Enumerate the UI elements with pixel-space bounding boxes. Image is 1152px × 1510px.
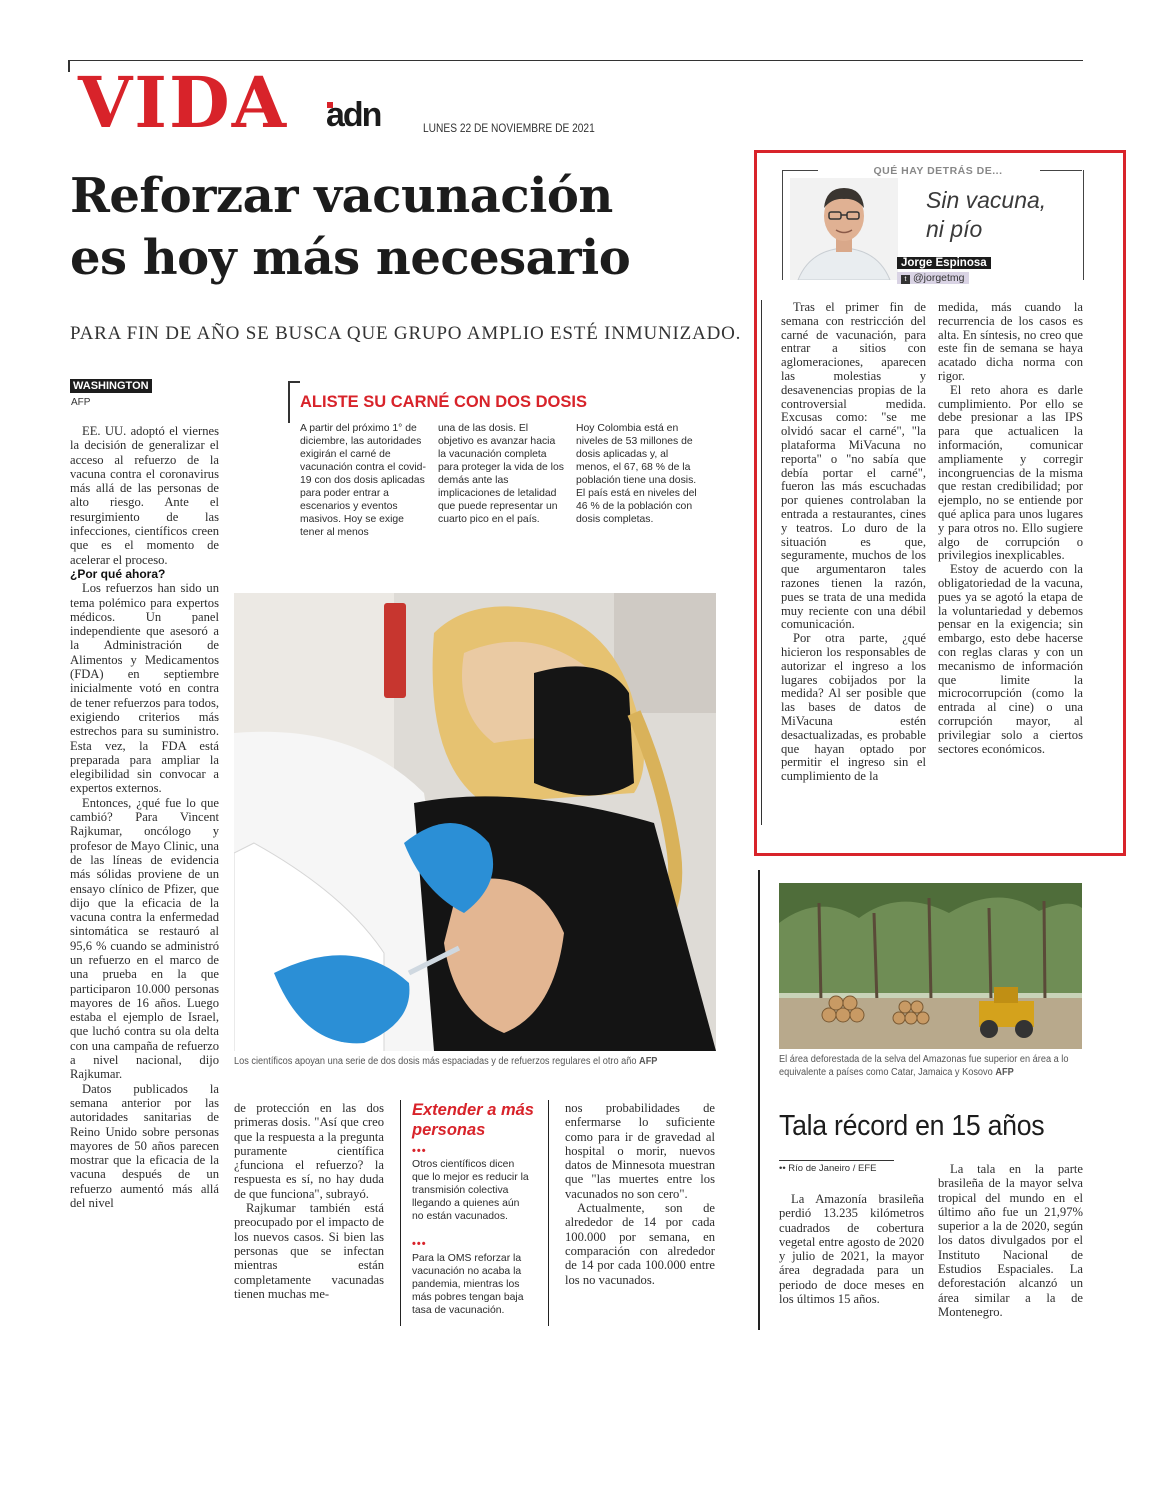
article-paragraph: Actualmente, son de alrededor de 14 por cada 100.000 por semana, en comparación con alrededor de 14 por cada 100.000 entre los no vacunados. — [565, 1201, 715, 1287]
article-paragraph: Datos publicados la semana anterior por las autoridades sanitarias de Reino Unido sobre personas mayores de 50 años parecen mostrar que la eficacia de la vacuna después de un refuerzo aumentó más allá del nivel — [70, 1081, 219, 1211]
brand-logo: adn — [326, 96, 381, 134]
tala-rule — [779, 1160, 894, 1161]
twitter-icon: t — [901, 275, 910, 284]
deforestation-photo — [779, 883, 1082, 1049]
article-column-2 — [234, 1101, 384, 1301]
tala-dateline: •• Río de Janeiro / EFE — [779, 1163, 877, 1174]
tala-photo-caption — [779, 1053, 1073, 1079]
bullet-dots: ••• — [412, 1238, 427, 1250]
sidebar-title: Extender a más personas — [412, 1101, 534, 1139]
opinion-paragraph: Por otra parte, ¿qué hicieron los responsables de autorizar el ingreso a los lugares cobijados por la medida? Al ser posible que las bases de datos de MiVacuna estén desactualizadas, es probable que hayan optado por permitir el ingreso sin el cumplimiento de la — [781, 631, 926, 784]
opinion-rule — [761, 300, 762, 825]
article-paragraph: nos probabilidades de enfermarse lo suficiente como para ir de gravedad al hospital o morir, nuevos datos de Minnesota muestran que "las muertes entre los vacunados no son cero". — [565, 1101, 715, 1201]
tala-caption-credit: AFP — [995, 1067, 1014, 1078]
section-name: VIDA — [78, 61, 289, 144]
subhead: ¿Por qué ahora? — [70, 566, 166, 581]
top-rule-tick — [68, 60, 70, 72]
sidebar-rule — [548, 1100, 549, 1326]
opinion-column-2 — [938, 301, 1083, 756]
tala-paragraph: La tala en la parte brasileña de la mayor selva tropical del mundo en el último año fue un 21,97% superior a la de 2020, según los datos divulgados por el Instituto Nacional de Estudios Espaciales. La deforestación alcanzó un área similar a la de Montenegro. — [938, 1162, 1083, 1319]
sidebar-rule — [400, 1100, 401, 1326]
article-paragraph: de protección en las dos primeras dosis. "Así que creo que la respuesta a la pregunta puramente científica ¿funciona el refuerzo? la respuesta es sí, no hay duda de que funciona", subrayó. — [234, 1101, 384, 1201]
infobox-column-2: una de las dosis. El objetivo es avanzar hacia la vacunación completa para proteger la vida de los demás ante las implicaciones de letalidad que puede representar un cuarto pico en el país. — [438, 423, 564, 525]
tala-caption-text: El área deforestada de la selva del Amazonas fue superior en área a lo equivalente a países como Catar, Jamaica y Kosovo — [779, 1054, 1069, 1078]
tala-column-1 — [779, 1192, 924, 1306]
opinion-column-1 — [781, 301, 926, 784]
author-photo — [790, 178, 898, 280]
author-handle-text: @jorgetmg — [913, 272, 965, 284]
article-column-4 — [565, 1101, 715, 1287]
article-paragraph: Los refuerzos han sido un tema polémico para expertos médicos. Un panel independiente que asesoró a la Administración de Alimentos y Medicamentos (FDA) en septiembre inicialmente votó en contra de tener refuerzos para todos, exigiendo criterios más estrechos para su suministro. Esta vez, la FDA está preparada para ampliar la elegibilidad sin convocar a expertos externos. — [70, 581, 219, 796]
article-paragraph: EE. UU. adoptó el viernes la decisión de generalizar el acceso al refuerzo de la vacuna contra el coronavirus más allá de las personas de alto riesgo. Ante el resurgimiento de las infecciones, científicos creen que es el momento de acelerar el proceso. — [70, 424, 219, 567]
infobox-bracket — [288, 381, 300, 423]
tala-paragraph: La Amazonía brasileña perdió 13.235 kilómetros cuadrados de cobertura vegetal entre agosto de 2020 y julio de 2021, la mayor área degradada para un periodo de doce meses en los últimos 15 años. — [779, 1192, 924, 1307]
article-paragraph: Rajkumar también está preocupado por el impacto de los nuevos casos. Si bien las personas que se infectan mientras están completamente vacunadas tienen muchas me- — [234, 1201, 384, 1301]
author-name: Jorge Espinosa — [897, 257, 991, 269]
opinion-paragraph: Tras el primer fin de semana con restricción del carné de vacunación, para entrar a sitios con aglomeraciones, aparecen las molestias y desavenencias propias de la controversial medida. Excusas como: "se me olvidó sacar el carné", "la plataforma MiVacuna no reporta" o "no sabía que debía portar el carné", fueron las más escuchadas por quienes controlaban la entrada a restaurantes, cines y teatros. Lo duro de la situación es que, seguramente, muchos de los que argumentaron tales razones tienen la razón, pues se trata de una medida muy reciente con una débil comunicación. — [781, 300, 926, 632]
deforestation-illustration — [779, 883, 1082, 1049]
infobox-column-1: A partir del próximo 1° de diciembre, las autoridades exigirán el carné de vacunación contra el covid-19 con dos dosis aplicadas para poder entrar a escenarios y eventos masivos. Hoy se exige tener al menos — [300, 423, 426, 538]
bullet-dots: ••• — [412, 1145, 427, 1157]
opinion-paragraph: El reto ahora es darle cumplimiento. Por ello se debe presionar a las IPS para que actualicen la información, comunicar ampliamente y corregir incongruencias de la misma que restan credibilidad; por ejemplo, no se entiende por qué aplica para unos lugares y para otros no. Ello sugiere algo de corrupción o privilegios inexplicables. — [938, 382, 1083, 563]
author-portrait-illustration — [790, 178, 898, 280]
article-column-1 — [70, 424, 219, 1210]
column-rule — [758, 870, 760, 1330]
photo-caption — [234, 1056, 694, 1067]
opinion-paragraph: Estoy de acuerdo con la obligatoriedad de la vacuna, pues ya se agotó la etapa de la voluntariedad y debemos pensar en la exigencia; sin embargo, esto debe hacerse con reglas claras y con un mecanismo de información que limite la microcorrupción (como la entrada al cine) o una corrupción mayor, al privilegiar solo a ciertos sectores económicos. — [938, 562, 1083, 756]
opinion-title-line-2: ni pío — [926, 216, 983, 242]
vaccination-illustration — [234, 593, 716, 1051]
opinion-title — [926, 186, 1046, 244]
opinion-paragraph: medida, más cuando la recurrencia de los casos es alta. En síntesis, no creo que este fin de semana se haya acatado dicha norma con rigor. — [938, 300, 1083, 383]
headline-line-2: es hoy más necesario — [70, 230, 631, 286]
tala-dateline-text: Río de Janeiro / EFE — [788, 1163, 877, 1174]
tala-column-2 — [938, 1162, 1083, 1319]
agency-credit: AFP — [71, 397, 91, 408]
photo-credit: AFP — [639, 1056, 658, 1067]
vaccination-photo — [234, 593, 716, 1051]
opinion-title-line-1: Sin vacuna, — [926, 187, 1047, 213]
sidebar-item-1: Otros científicos dicen que lo mejor es reducir la transmisión colectiva llegando a quienes aún no están vacunados. — [412, 1159, 529, 1222]
infobox-title: ALISTE SU CARNÉ CON DOS DOSIS — [300, 393, 587, 411]
author-handle[interactable] — [897, 272, 969, 284]
opinion-kicker: QUÉ HAY DETRÁS DE... — [873, 165, 1003, 177]
tala-headline: Tala récord en 15 años — [779, 1110, 1045, 1142]
sidebar-item-2: Para la OMS reforzar la vacunación no acaba la pandemia, mientras los más pobres tengan baja tasa de vacunación. — [412, 1253, 524, 1316]
headline-line-1: Reforzar vacunación — [70, 168, 613, 224]
dek: PARA FIN DE AÑO SE BUSCA QUE GRUPO AMPLIO ESTÉ INMUNIZADO. — [70, 323, 742, 344]
headline — [70, 165, 750, 289]
dateline: WASHINGTON — [70, 379, 152, 393]
infobox-column-3: Hoy Colombia está en niveles de 53 millones de dosis aplicadas y, al menos, el 67, 68 % de la población tiene una dosis. El país está en niveles del 46 % de la población con dosis completas. — [576, 423, 697, 525]
publication-date: LUNES 22 DE NOVIEMBRE DE 2021 — [423, 121, 595, 135]
article-paragraph: Entonces, ¿qué fue lo que cambió? Para Vincent Rajkumar, oncólogo y profesor de Mayo Clinic, una de las líneas de evidencia más sólidas proviene de un ensayo clínico de Pfizer, que dijo que la eficacia de la vacuna contra la enfermedad sintomática se restauró al 95,6 % cuando se administró un refuerzo en el marco de una prueba en la que participaron 10.000 personas mayores de 16 años. Luego estaba el ejemplo de Israel, que luchó contra su ola delta con una campaña de refuerzo a nivel nacional, dijo Rajkumar. — [70, 795, 219, 1082]
photo-caption-text: Los científicos apoyan una serie de dos dosis más espaciadas y de refuerzos regulares el otro año — [234, 1056, 637, 1067]
